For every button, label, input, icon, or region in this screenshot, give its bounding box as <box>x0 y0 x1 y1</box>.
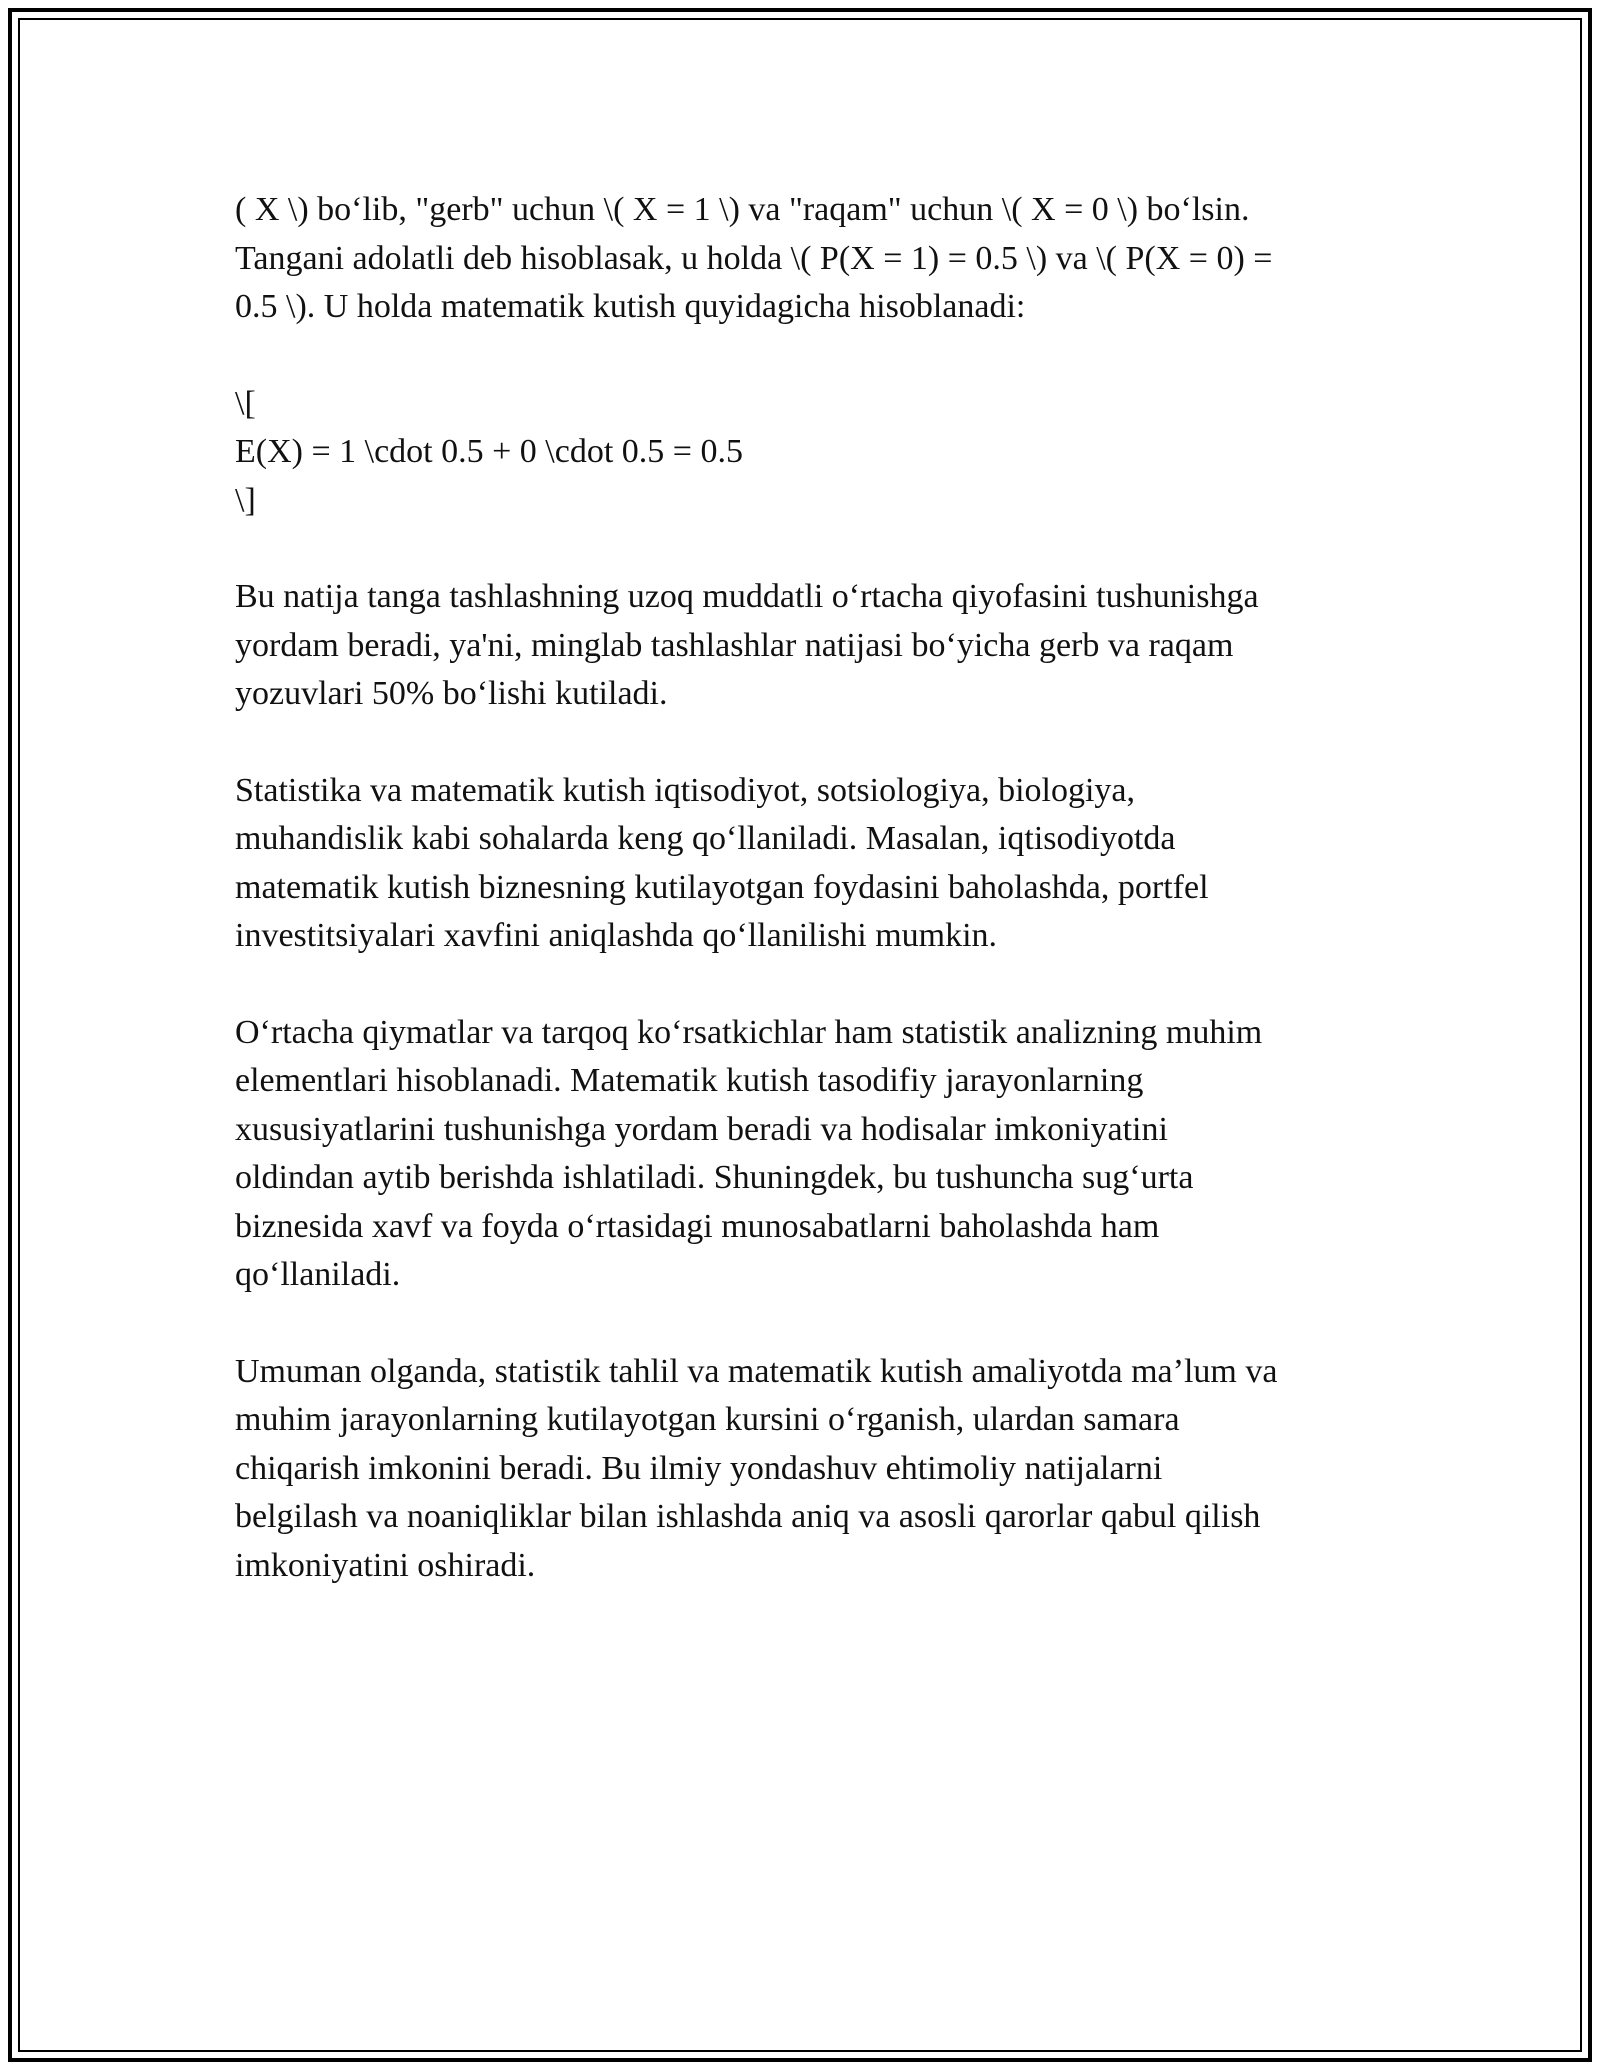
paragraph-1 <box>235 186 1375 332</box>
paragraph-2 <box>235 573 1375 719</box>
text-line: Umuman olganda, statistik tahlil va matematik kutish amaliyotda ma’lum va <box>235 1352 1278 1390</box>
text-line: ( X \) bo‘lib, "gerb" uchun \( X = 1 \) va "raqam" uchun \( X = 0 \) bo‘lsin. <box>235 191 1250 228</box>
paragraph-3 <box>235 767 1375 961</box>
text-line: biznesida xavf va foyda o‘rtasidagi munosabatlarni baholashda ham <box>235 1207 1160 1245</box>
text-line: xususiyatlarini tushunishga yordam beradi va hodisalar imkoniyatini <box>235 1110 1168 1148</box>
text-line: Bu natija tanga tashlashning uzoq muddatli o‘rtacha qiyofasini tushunishga <box>235 578 1259 615</box>
text-line: yozuvlari 50% bo‘lishi kutiladi. <box>235 675 668 712</box>
paragraph-4 <box>235 1009 1375 1300</box>
text-line: oldindan aytib berishda ishlatiladi. Shuningdek, bu tushuncha sug‘urta <box>235 1159 1194 1196</box>
formula-open: \[ <box>235 384 256 422</box>
formula-close: \] <box>235 481 256 519</box>
text-line: belgilash va noaniqliklar bilan ishlashda aniq va asosli qarorlar qabul qilish <box>235 1498 1261 1535</box>
text-line: elementlari hisoblanadi. Matematik kutish tasodifiy jarayonlarning <box>235 1062 1144 1099</box>
text-line: investitsiyalari xavfini aniqlashda qo‘llanilishi mumkin. <box>235 917 998 954</box>
text-line: chiqarish imkonini beradi. Bu ilmiy yondashuv ehtimoliy natijalarni <box>235 1449 1163 1487</box>
text-line: muhim jarayonlarning kutilayotgan kursini o‘rganish, ulardan samara <box>235 1401 1180 1438</box>
formula-block <box>235 380 1375 526</box>
document-body <box>235 186 1375 1638</box>
text-line: muhandislik kabi sohalarda keng qo‘llaniladi. Masalan, iqtisodiyotda <box>235 820 1176 857</box>
text-line: O‘rtacha qiymatlar va tarqoq ko‘rsatkichlar ham statistik analizning muhim <box>235 1013 1263 1051</box>
text-line: yordam beradi, ya'ni, minglab tashlashlar natijasi bo‘yicha gerb va raqam <box>235 626 1234 664</box>
text-line: qo‘llaniladi. <box>235 1256 401 1293</box>
formula-line: E(X) = 1 \cdot 0.5 + 0 \cdot 0.5 = 0.5 <box>235 433 743 470</box>
text-line: matematik kutish biznesning kutilayotgan foydasini baholashda, portfel <box>235 868 1209 906</box>
paragraph-5 <box>235 1348 1375 1591</box>
text-line: 0.5 \). U holda matematik kutish quyidagicha hisoblanadi: <box>235 288 1026 325</box>
text-line: imkoniyatini oshiradi. <box>235 1546 536 1584</box>
text-line: Tangani adolatli deb hisoblasak, u holda \( P(X = 1) = 0.5 \) va \( P(X = 0) = <box>235 239 1273 277</box>
text-line: Statistika va matematik kutish iqtisodiyot, sotsiologiya, biologiya, <box>235 771 1136 809</box>
